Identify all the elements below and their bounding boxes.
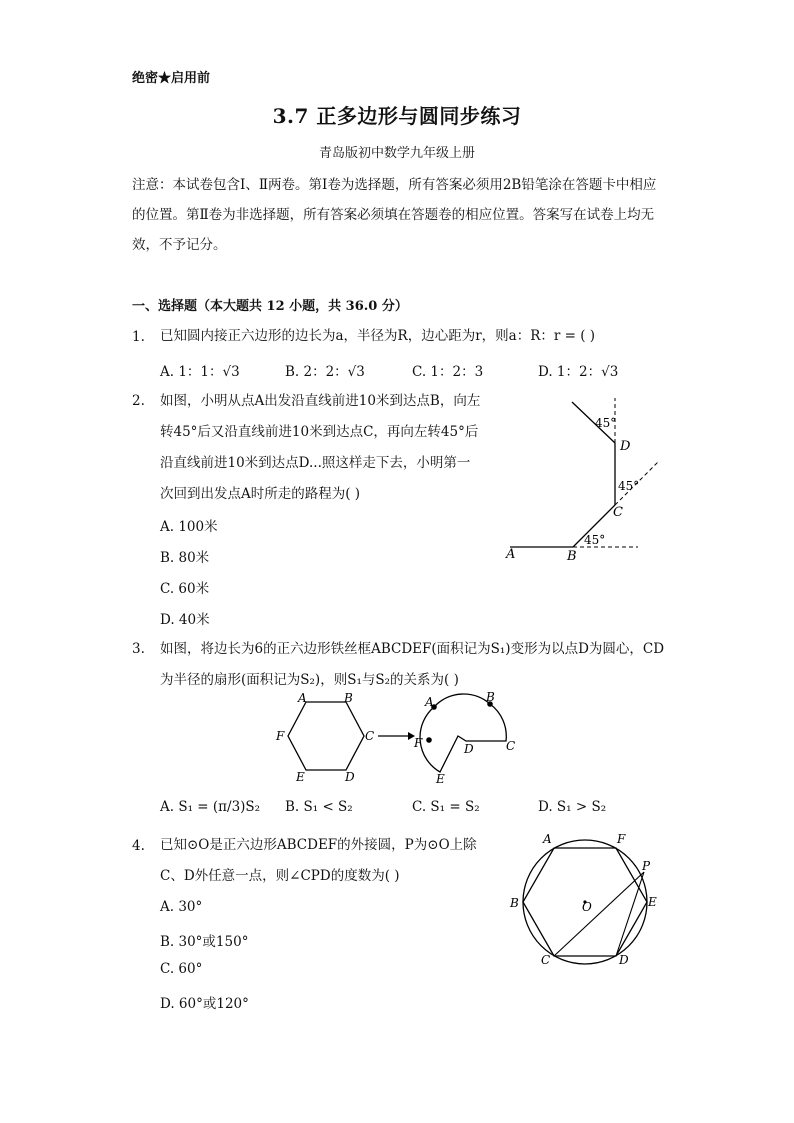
question-2-line-2: 转45°后又沿直线前进10米到达点C，再向左转45°后 (160, 424, 479, 440)
question-2-option-c: C. 60米 (160, 581, 210, 597)
fig2-label-b: B (567, 549, 577, 564)
question-3-line-2: 为半径的扇形(面积记为S₂)，则S₁与S₂的关系为( ) (160, 672, 459, 688)
question-1-option-b: B. 2：2：√3 (285, 364, 365, 380)
fig3-hex-b: B (344, 691, 353, 705)
question-1-option-c: C. 1：2：3 (412, 364, 484, 380)
question-4-option-b: B. 30°或150° (160, 934, 249, 950)
fig4-label-e: E (648, 895, 657, 909)
fig3-hex-d: D (345, 770, 355, 784)
confidential-label: 绝密★启用前 (132, 71, 211, 86)
page-subtitle: 青岛版初中数学九年级上册 (318, 146, 475, 161)
question-4-option-d: D. 60°或120° (160, 996, 249, 1012)
fig4-label-d: D (619, 953, 629, 967)
question-4-figure (505, 828, 665, 973)
fig4-label-o: O (582, 900, 592, 914)
fig3-hex-e: E (296, 770, 305, 784)
question-2-option-b: B. 80米 (160, 550, 210, 566)
question-1-number: 1. (132, 329, 145, 345)
fig4-label-f: F (617, 832, 626, 846)
fig2-angle-1: 45° (584, 533, 606, 547)
question-4-option-c: C. 60° (160, 961, 203, 977)
question-3-option-d: D. S₁ > S₂ (538, 799, 607, 815)
fig2-label-d: D (620, 439, 631, 454)
question-3-option-c: C. S₁ = S₂ (412, 799, 480, 815)
question-1-option-d: D. 1：2：√3 (538, 364, 619, 380)
question-2-figure (500, 398, 670, 568)
question-2-line-4: 次回到出发点A时所走的路程为( ) (160, 486, 361, 502)
fig2-label-a: A (506, 547, 516, 562)
fig2-angle-2: 45° (618, 479, 640, 493)
fig3-sector-c: C (506, 739, 516, 753)
fig3-sector-f: F (414, 736, 423, 750)
instructions-note: 注意：本试卷包含Ⅰ、Ⅱ两卷。第Ⅰ卷为选择题，所有答案必须用2B铅笔涂在答题卡中相应的位置。第Ⅱ卷为非选择题，所有答案必须填在答题卷的相应位置。答案写在试卷上均无效，不予记分。 (132, 177, 657, 253)
page-title: 3.7 正多边形与圆同步练习 (272, 104, 522, 128)
section-title: 一、选择题（本大题共 12 小题，共 36.0 分） (132, 299, 408, 314)
question-4-number: 4. (132, 838, 145, 854)
fig2-angle-3: 45° (595, 416, 617, 430)
fig3-sector-a: A (425, 695, 434, 709)
fig3-sector-b: B (486, 690, 495, 704)
question-1-option-a: A. 1：1：√3 (160, 364, 240, 380)
question-4-option-a: A. 30° (160, 899, 203, 915)
question-2-option-d: D. 40米 (160, 612, 210, 628)
question-1-text: 已知圆内接正六边形的边长为a，半径为R，边心距为r，则a：R：r = ( ) (160, 328, 596, 344)
fig3-hex-f: F (276, 729, 285, 743)
question-4-line-2: C、D外任意一点，则∠CPD的度数为( ) (160, 868, 400, 884)
question-2-line-1: 如图，小明从点A出发沿直线前进10米到达点B，向左 (160, 393, 481, 409)
question-3-line-1: 如图，将边长为6的正六边形铁丝框ABCDEF(面积记为S₁)变形为以点D为圆心，CD (160, 641, 665, 657)
fig2-label-c: C (613, 505, 623, 520)
question-3-number: 3. (132, 641, 145, 657)
fig3-sector-e: E (436, 772, 445, 786)
question-3-figure (268, 690, 538, 790)
fig4-label-b: B (510, 896, 519, 910)
fig3-sector-d: D (464, 742, 474, 756)
fig4-label-a: A (543, 832, 552, 846)
question-4-line-1: 已知⊙O是正六边形ABCDEF的外接圆，P为⊙O上除 (160, 837, 477, 853)
question-3-option-b: B. S₁ < S₂ (285, 799, 353, 815)
question-2-option-a: A. 100米 (160, 519, 218, 535)
fig3-hex-c: C (365, 729, 375, 743)
question-2-number: 2. (132, 393, 145, 409)
question-3-option-a: A. S₁ = (π/3)S₂ (160, 799, 261, 815)
fig4-label-c: C (541, 953, 551, 967)
fig3-hex-a: A (298, 691, 307, 705)
fig4-label-p: P (642, 859, 651, 873)
question-2-line-3: 沿直线前进10米到达点D...照这样走下去，小明第一 (160, 455, 471, 471)
